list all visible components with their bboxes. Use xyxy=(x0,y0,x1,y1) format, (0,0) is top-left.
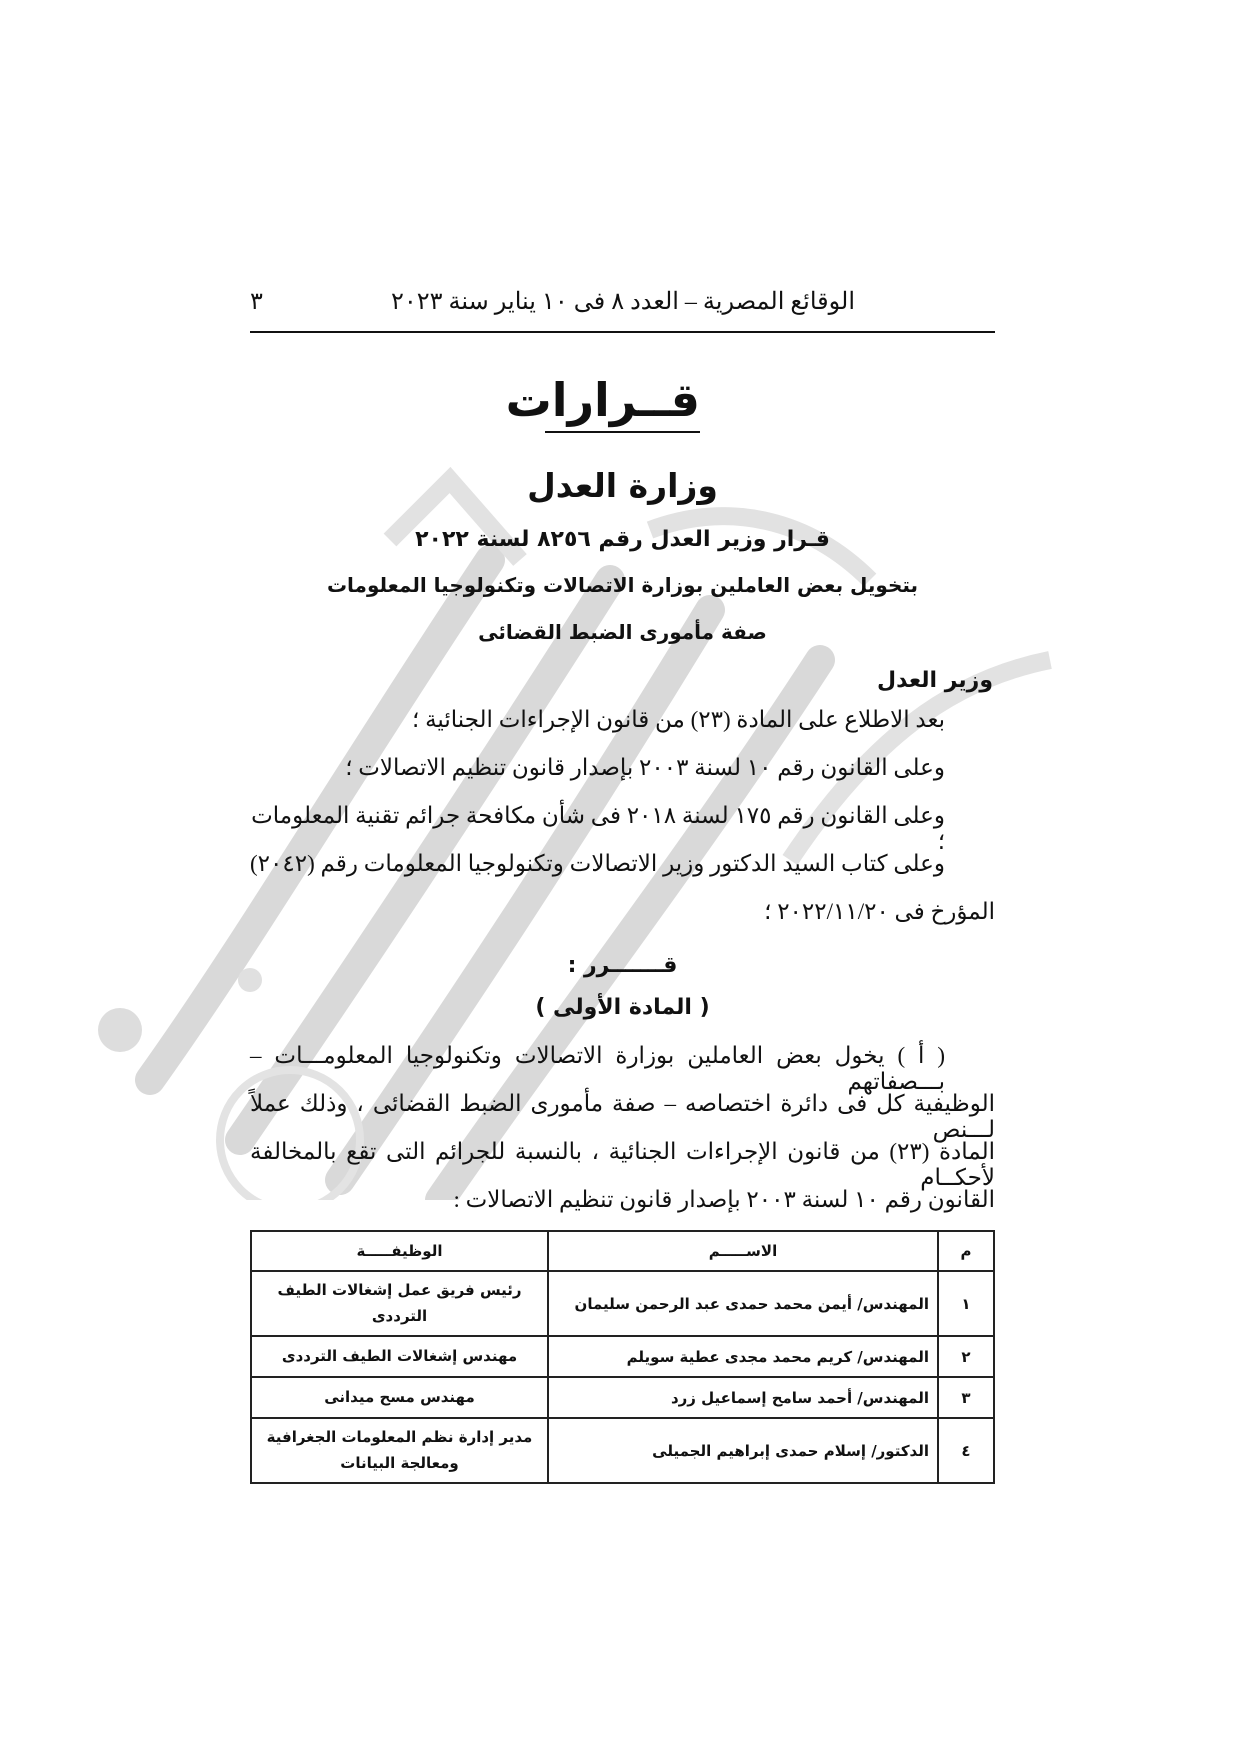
column-header-name: الاســـــم xyxy=(548,1231,938,1271)
table-row xyxy=(251,1418,994,1483)
row-number: ٢ xyxy=(938,1336,994,1377)
gazette-header-title: الوقائع المصرية – العدد ٨ فى ١٠ يناير سنة ٢٠٢٣ xyxy=(390,289,855,315)
decision-title: قـرار وزير العدل رقم ٨٢٥٦ لسنة ٢٠٢٢ xyxy=(415,527,830,552)
ministry-name: وزارة العدل xyxy=(527,466,718,505)
column-header-number: م xyxy=(938,1231,994,1271)
employee-job xyxy=(251,1418,548,1483)
preamble-line: وعلى كتاب السيد الدكتور وزير الاتصالات وتكنولوجيا المعلومات رقم (٢٠٤٢) xyxy=(250,851,945,876)
row-number: ١ xyxy=(938,1271,994,1336)
decision-subject-line-1: بتخويل بعض العاملين بوزارة الاتصالات وتكنولوجيا المعلومات xyxy=(326,573,919,597)
article-text-line: الوظيفية كل فى دائرة اختصاصه – صفة مأمورى الضبط القضائى ، وذلك عملاً لـــنص xyxy=(250,1091,995,1142)
employee-name: المهندس/ كريم محمد مجدى عطية سويلم xyxy=(548,1336,938,1377)
employee-name: المهندس/ أحمد سامح إسماعيل زرد xyxy=(548,1377,938,1418)
gazette-header xyxy=(250,283,995,333)
employee-job-line-2: ومعالجة البيانات xyxy=(340,1453,459,1472)
employee-job-line-1: مدير إدارة نظم المعلومات الجغرافية xyxy=(266,1428,533,1446)
table-header-row xyxy=(251,1231,994,1271)
article-text-line: القانون رقم ١٠ لسنة ٢٠٠٣ بإصدار قانون تنظيم الاتصالات : xyxy=(453,1187,995,1212)
article-text-line: المادة (٢٣) من قانون الإجراءات الجنائية ، بالنسبة للجرائم التى تقع بالمخالفة لأحكــام xyxy=(250,1139,995,1190)
page-number: ٣ xyxy=(250,289,263,315)
table-row xyxy=(251,1271,994,1336)
preamble-line: المؤرخ فى ٢٠٢٢/١١/٢٠ ؛ xyxy=(764,899,995,924)
preamble-line: وعلى القانون رقم ١٠ لسنة ٢٠٠٣ بإصدار قانون تنظيم الاتصالات ؛ xyxy=(345,755,945,780)
article-text-line: ( أ ) يخول بعض العاملين بوزارة الاتصالات وتكنولوجيا المعلومـــات – بـــصفاتهم xyxy=(250,1043,945,1094)
article-title: ( المادة الأولى ) xyxy=(535,995,710,1020)
minister-heading: وزير العدل xyxy=(877,668,993,693)
employee-name: الدكتور/ إسلام حمدى إبراهيم الجميلى xyxy=(548,1418,938,1483)
table-row xyxy=(251,1377,994,1418)
preamble-line: بعد الاطلاع على المادة (٢٣) من قانون الإجراءات الجنائية ؛ xyxy=(412,707,945,732)
column-header-job: الوظيفـــــة xyxy=(251,1231,548,1271)
preamble-line: وعلى القانون رقم ١٧٥ لسنة ٢٠١٨ فى شأن مكافحة جرائم تقنية المعلومات ؛ xyxy=(251,803,945,854)
main-title: قــرارات xyxy=(545,373,700,433)
decision-subject-line-2: صفة مأمورى الضبط القضائى xyxy=(478,620,767,644)
employee-job: رئيس فريق عمل إشغالات الطيف الترددى xyxy=(251,1271,548,1336)
table-row xyxy=(251,1336,994,1377)
decrees-label: قـــــــرر : xyxy=(567,953,678,978)
row-number: ٤ xyxy=(938,1418,994,1483)
row-number: ٣ xyxy=(938,1377,994,1418)
staff-table xyxy=(250,1230,995,1484)
employee-job: مهندس مسح ميدانى xyxy=(251,1377,548,1418)
employee-job: مهندس إشغالات الطيف الترددى xyxy=(251,1336,548,1377)
employee-name: المهندس/ أيمن محمد حمدى عبد الرحمن سليمان xyxy=(548,1271,938,1336)
